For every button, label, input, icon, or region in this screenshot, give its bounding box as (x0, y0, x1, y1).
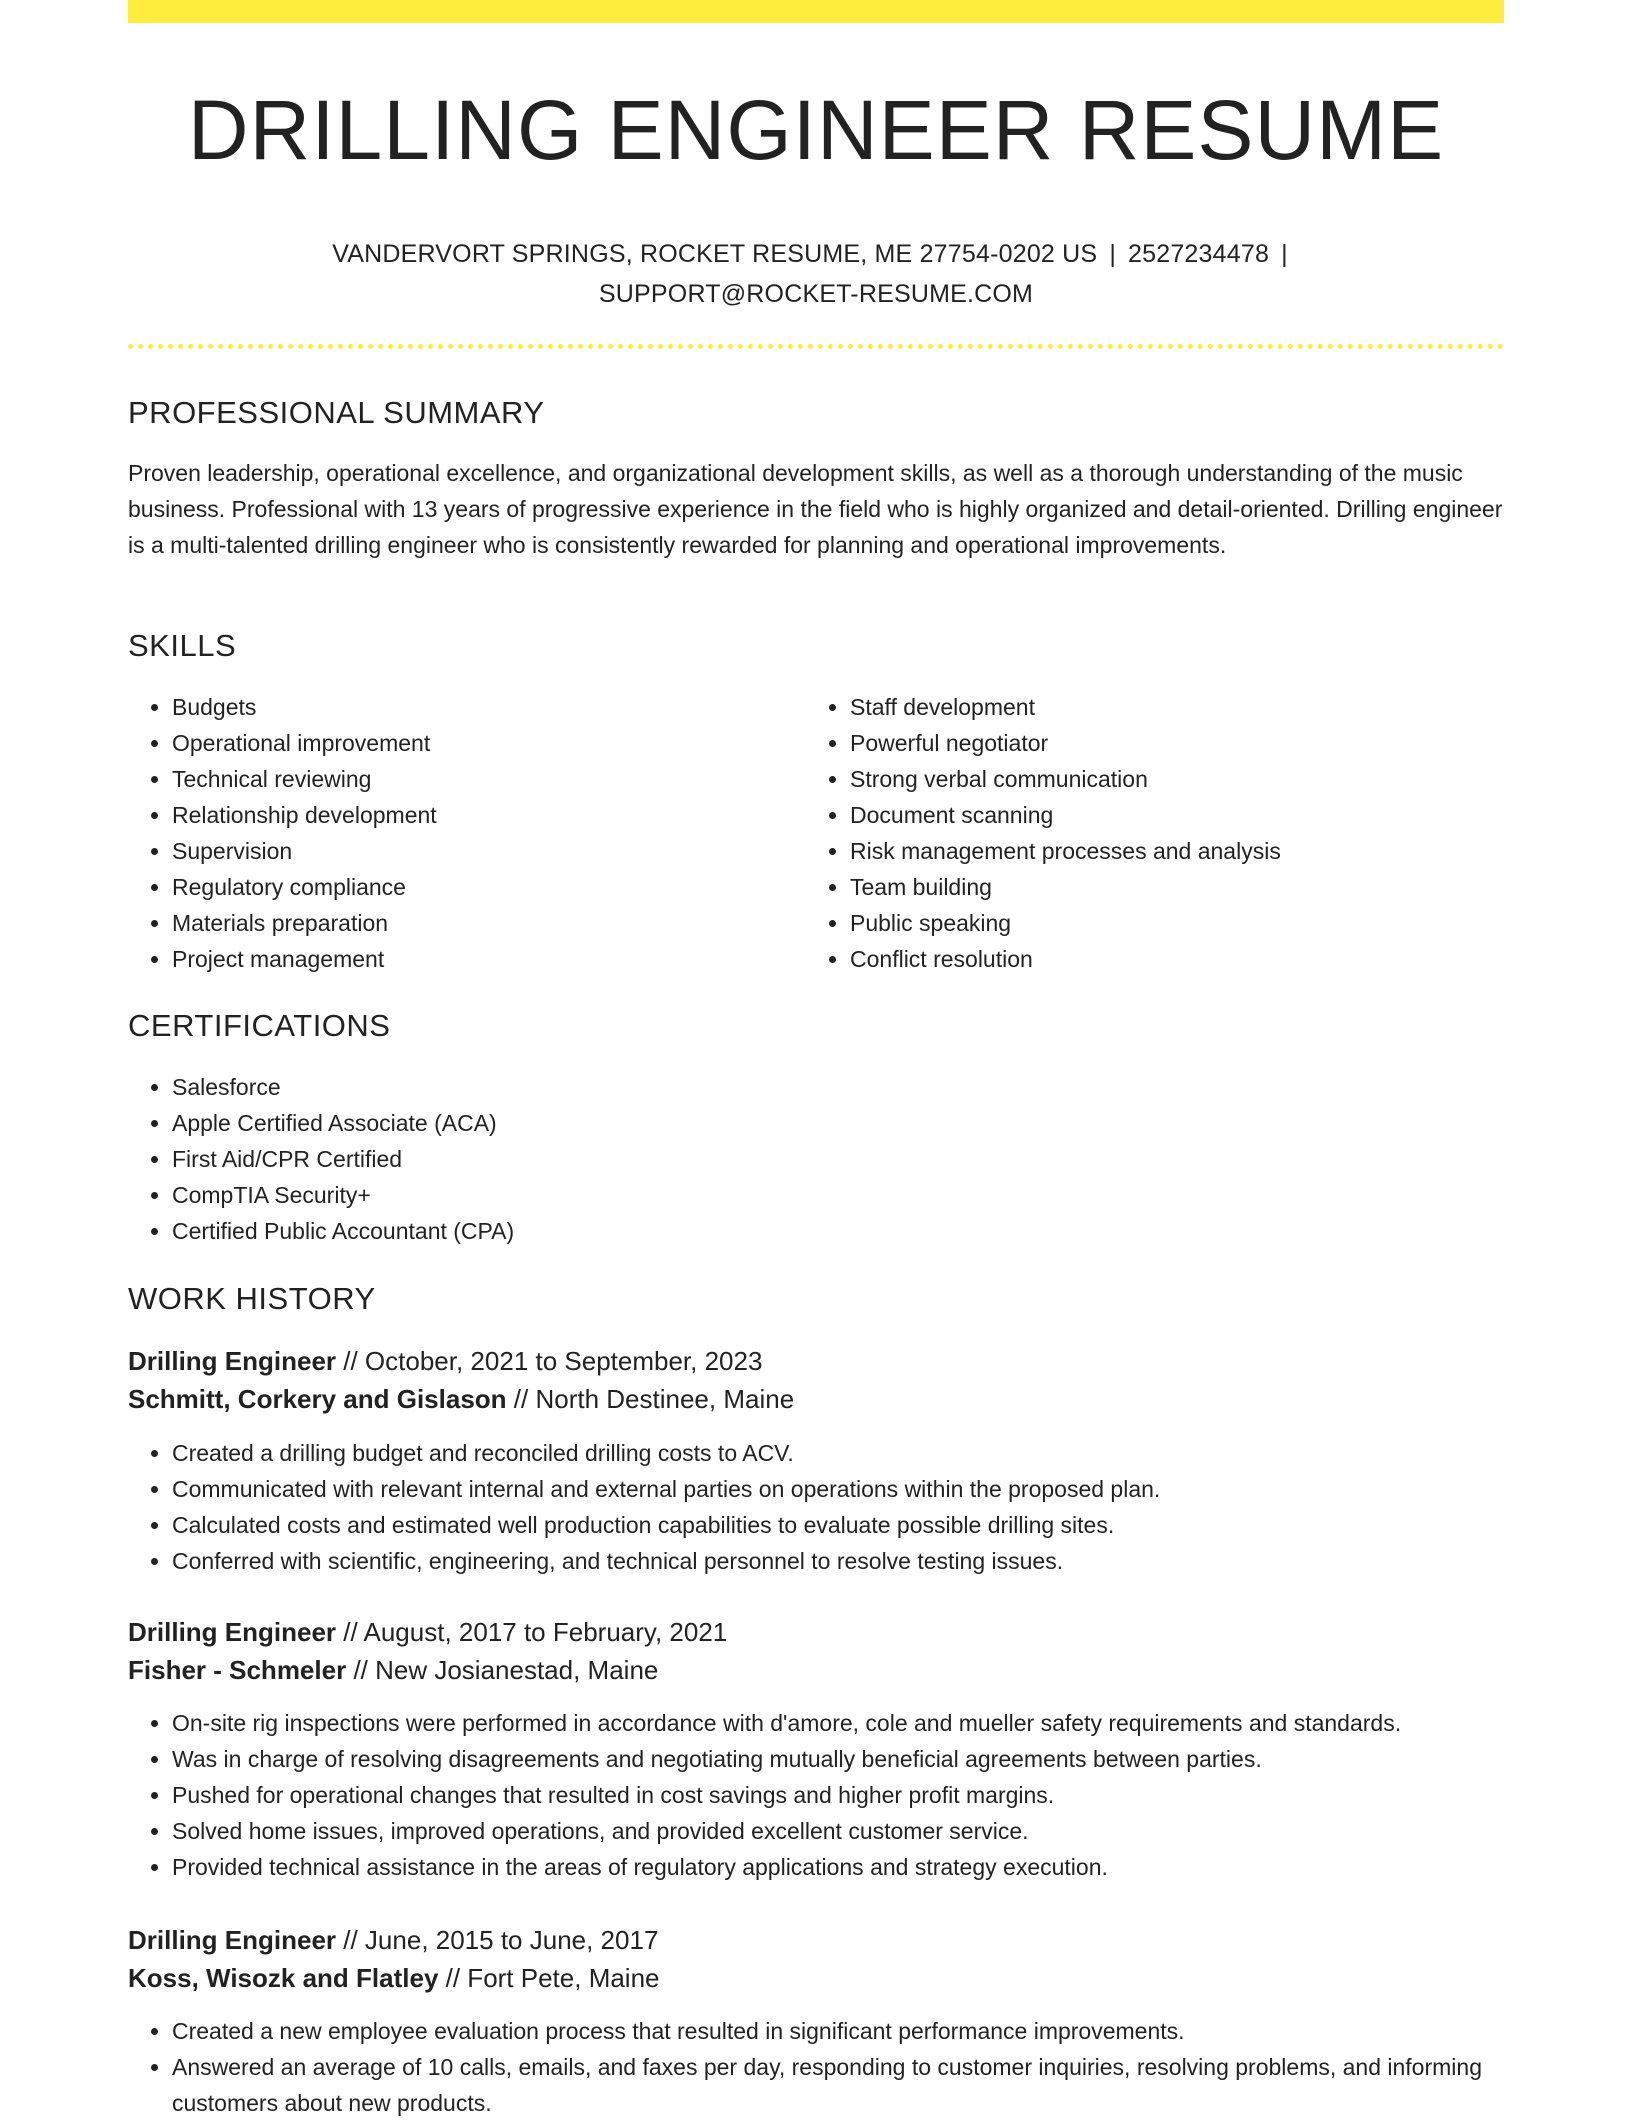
skill-item: • Project management (172, 941, 792, 977)
certification-item: • Certified Public Accountant (CPA) (172, 1213, 1472, 1249)
job-bullets (128, 1705, 1512, 1885)
certification-item: • Salesforce (172, 1069, 1472, 1105)
job-bullet: • Created a new employee evaluation process that resulted in significant performance improvements. (172, 2013, 1502, 2049)
skill-item: • Technical reviewing (172, 761, 792, 797)
job-company: Fisher - Schmeler (128, 1655, 347, 1685)
skill-item: • Operational improvement (172, 725, 792, 761)
job-bullet: • Solved home issues, improved operations, and provided excellent customer service. (172, 1813, 1512, 1849)
job-title-line (128, 1921, 658, 1959)
job-dates: // June, 2015 to June, 2017 (343, 1925, 659, 1955)
skill-item: • Conflict resolution (850, 941, 1540, 977)
job-company-line (128, 1651, 658, 1689)
job-company: Schmitt, Corkery and Gislason (128, 1384, 507, 1414)
skill-item: • Staff development (850, 689, 1540, 725)
skill-item: • Relationship development (172, 797, 792, 833)
skill-item: • Supervision (172, 833, 792, 869)
skill-item: • Document scanning (850, 797, 1540, 833)
job-bullet: • Conferred with scientific, engineering, and technical personnel to resolve testing issues. (172, 1543, 1502, 1579)
contact-info (188, 234, 1444, 314)
skill-item: • Team building (850, 869, 1540, 905)
resume-title: DRILLING ENGINEER RESUME (187, 83, 1445, 177)
job-bullet: • Was in charge of resolving disagreements and negotiating mutually beneficial agreements between parties. (172, 1741, 1512, 1777)
job-dates: // August, 2017 to February, 2021 (343, 1617, 728, 1647)
job-title: Drilling Engineer (128, 1617, 337, 1647)
job-bullet: • On-site rig inspections were performed in accordance with d'amore, cole and mueller safety requirements and standards. (172, 1705, 1512, 1741)
job-bullet: • Calculated costs and estimated well production capabilities to evaluate possible drilling sites. (172, 1507, 1502, 1543)
skill-item: • Strong verbal communication (850, 761, 1540, 797)
contact-separator: | (1109, 240, 1117, 268)
contact-separator: | (1281, 240, 1288, 268)
work-history-heading: WORK HISTORY (128, 1281, 376, 1316)
skills-list-right (806, 689, 1540, 977)
contact-phone: 2527234478 (1128, 240, 1270, 268)
job-company-line (128, 1380, 794, 1418)
job-dates: // October, 2021 to September, 2023 (343, 1346, 763, 1376)
skill-item: • Risk management processes and analysis (850, 833, 1540, 869)
job-title: Drilling Engineer (128, 1346, 337, 1376)
job-bullets (128, 1435, 1502, 1579)
certifications-list (128, 1069, 1472, 1249)
job-bullet: • Provided technical assistance in the areas of regulatory applications and strategy execution. (172, 1849, 1512, 1885)
job-title-line (128, 1613, 727, 1651)
skill-item: • Powerful negotiator (850, 725, 1540, 761)
contact-address: VANDERVORT SPRINGS, ROCKET RESUME, ME 27754-0202 US (332, 240, 1098, 268)
top-accent-bar (128, 0, 1504, 23)
job-company: Koss, Wisozk and Flatley (128, 1963, 439, 1993)
job-location: // New Josianestad, Maine (353, 1655, 659, 1685)
job-company-line (128, 1959, 660, 1997)
job-bullet: • Communicated with relevant internal and external parties on operations within the proposed plan. (172, 1471, 1502, 1507)
certifications-heading: CERTIFICATIONS (128, 1008, 391, 1043)
dotted-divider (128, 344, 1504, 349)
job-title: Drilling Engineer (128, 1925, 337, 1955)
job-location: // Fort Pete, Maine (445, 1963, 660, 1993)
skill-item: • Public speaking (850, 905, 1540, 941)
summary-text: Proven leadership, operational excellence, and organizational development skills, as well as a thorough understanding of the music business. Professional with 13 years of progressive experience in the field who is highly organized and detail-oriented. Drilling engineer is a multi-talented drilling engineer who is consistently rewarded for planning and operational improvements. (128, 460, 1503, 558)
certification-item: • CompTIA Security+ (172, 1177, 1472, 1213)
certification-item: • Apple Certified Associate (ACA) (172, 1105, 1472, 1141)
job-bullet: • Created a drilling budget and reconciled drilling costs to ACV. (172, 1435, 1502, 1471)
certification-item: • First Aid/CPR Certified (172, 1141, 1472, 1177)
job-bullets (128, 2013, 1502, 2121)
skill-item: • Materials preparation (172, 905, 792, 941)
job-bullet: • Answered an average of 10 calls, emails, and faxes per day, responding to customer inquiries, resolving problems, and informing customers about new products. (172, 2049, 1502, 2121)
skill-item: • Regulatory compliance (172, 869, 792, 905)
contact-email: SUPPORT@ROCKET-RESUME.COM (598, 280, 1034, 308)
job-bullet: • Pushed for operational changes that resulted in cost savings and higher profit margins. (172, 1777, 1512, 1813)
job-title-line (128, 1342, 762, 1380)
job-location: // North Destinee, Maine (513, 1384, 795, 1414)
skills-list-left (128, 689, 792, 977)
skills-heading: SKILLS (128, 628, 237, 663)
skill-item: • Budgets (172, 689, 792, 725)
summary-heading: PROFESSIONAL SUMMARY (128, 395, 545, 430)
